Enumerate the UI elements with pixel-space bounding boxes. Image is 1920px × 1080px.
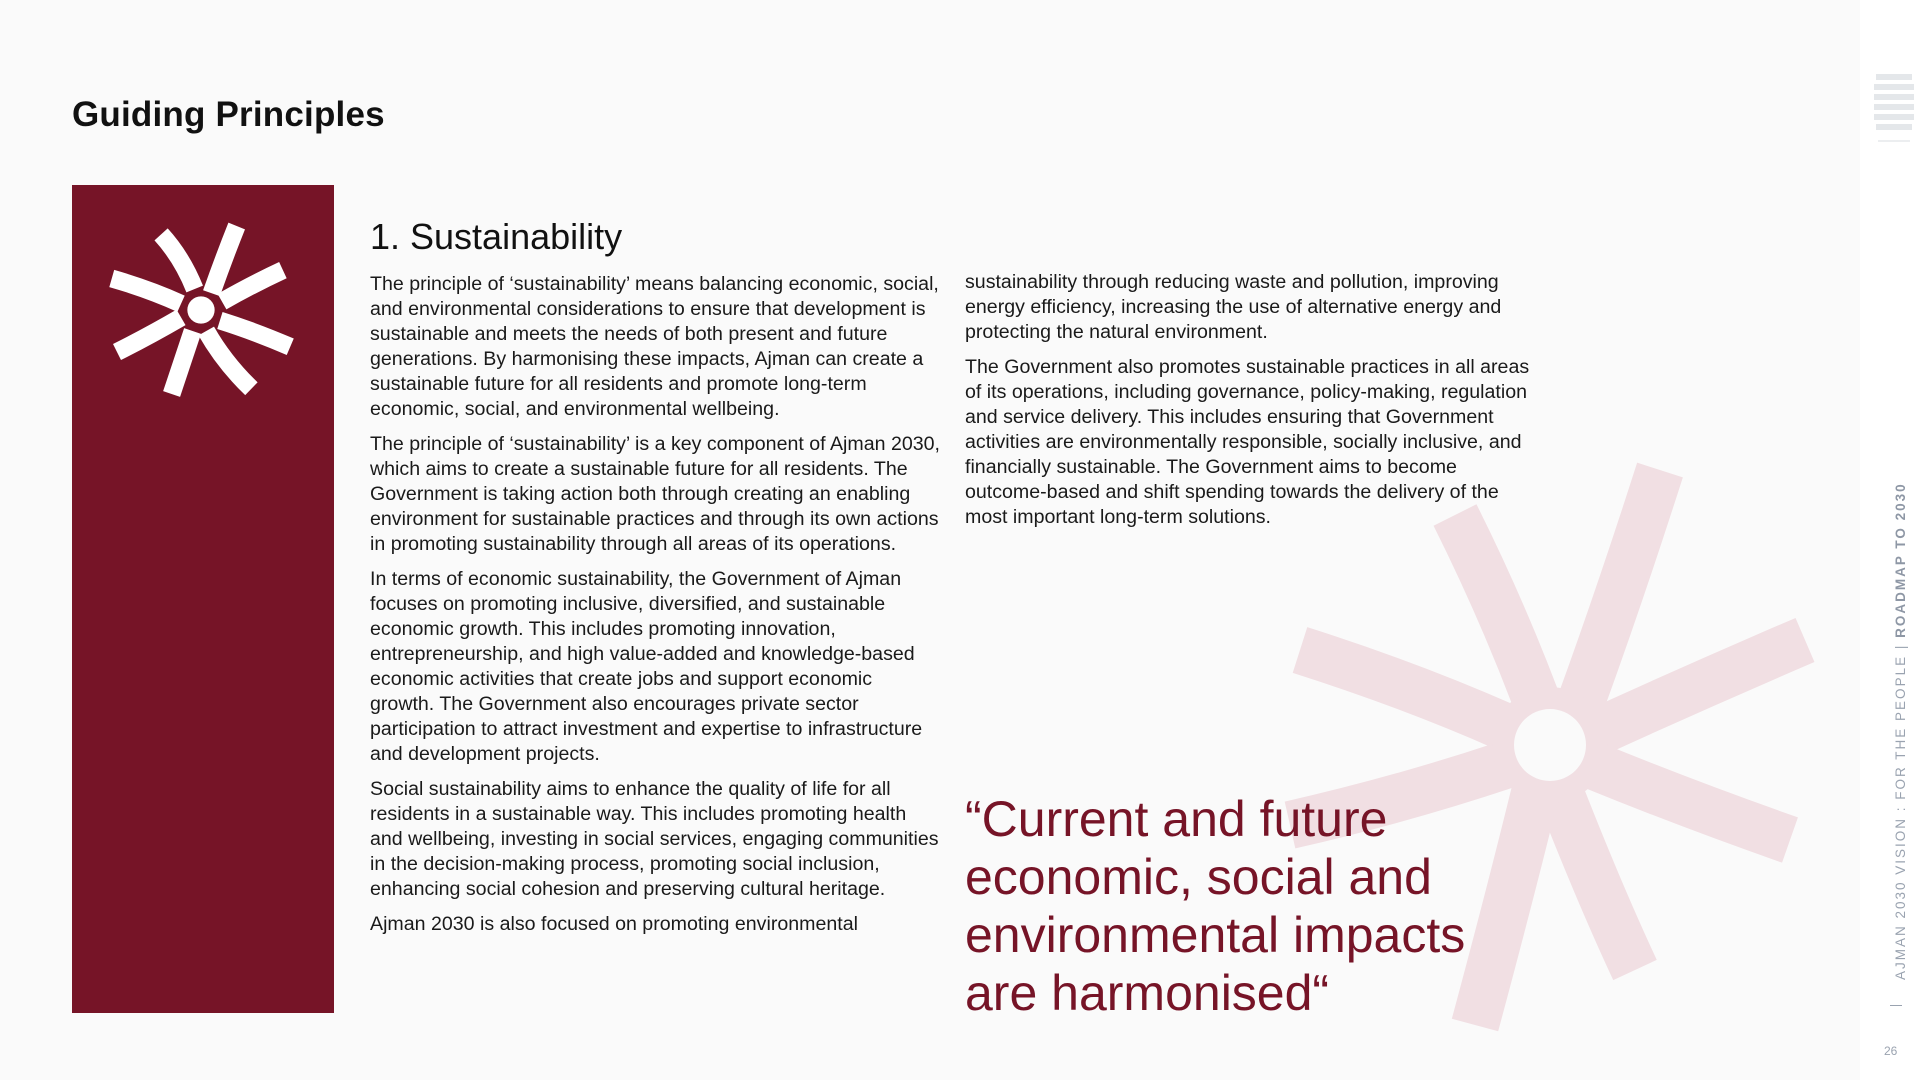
paragraph: In terms of economic sustainability, the Government of Ajman focuses on promoting inclusive, diversified, and sustainable economic growth. This includes promoting innovation, entrepreneurship, and high value-added and knowledge-based economic activities that create jobs and support economic growth. The Government also encourages private sector participation to attract investment and expertise to infrastructure and development projects. (370, 568, 923, 765)
rail-separator: | (1893, 643, 1908, 650)
vision-label: AJMAN 2030 VISION : FOR THE PEOPLE (1893, 654, 1908, 980)
right-text-column (965, 270, 1530, 540)
paragraph: The principle of ‘sustainability’ is a key component of Ajman 2030, which aims to create a sustainable future for all residents. The Government is taking action both through creating an enabling environment for sustainable practices and through its own actions in promoting sustainability through all areas of its operations. (370, 433, 940, 555)
rail-divider (1890, 1005, 1902, 1006)
page-title: Guiding Principles (72, 95, 385, 135)
left-text-column (370, 272, 940, 947)
paragraph: The Government also promotes sustainable practices in all areas of its operations, including governance, policy-making, regulation and service delivery. This includes ensuring that Government activities are environmentally responsible, socially inclusive, and financially sustainable. The Government aims to become outcome-based and shift spending towards the delivery of the most important long-term solutions. (965, 356, 1530, 528)
pull-quote: “Current and future economic, social and environmental impacts are harmonised“ (965, 791, 1466, 1021)
page-side-rail (1860, 0, 1920, 1080)
roadmap-label: ROADMAP TO 2030 (1893, 482, 1908, 638)
sunburst-icon (96, 205, 306, 415)
paragraph: The principle of ‘sustainability’ means balancing economic, social, and environmental considerations to ensure that development is sustainable and meets the needs of both present and future generations. By harmonising these impacts, Ajman can create a sustainable future for all residents and promote long-term economic, social, and environmental wellbeing. (370, 273, 939, 420)
page-number: 26 (1884, 1044, 1898, 1058)
section-title: 1. Sustainability (370, 215, 623, 257)
paragraph: Ajman 2030 is also focused on promoting environmental (370, 913, 858, 935)
ajman-logo-icon (1872, 70, 1916, 148)
paragraph: Social sustainability aims to enhance the quality of life for all residents in a sustainable way. This includes promoting health and wellbeing, investing in social services, engaging communities in the decision-making process, promoting social inclusion, enhancing social cohesion and preserving cultural heritage. (370, 778, 939, 900)
side-rail-caption (1893, 482, 1908, 980)
paragraph: sustainability through reducing waste and pollution, improving energy efficiency, increasing the use of alternative energy and protecting the natural environment. (965, 271, 1502, 343)
sustainability-panel (72, 185, 334, 1013)
